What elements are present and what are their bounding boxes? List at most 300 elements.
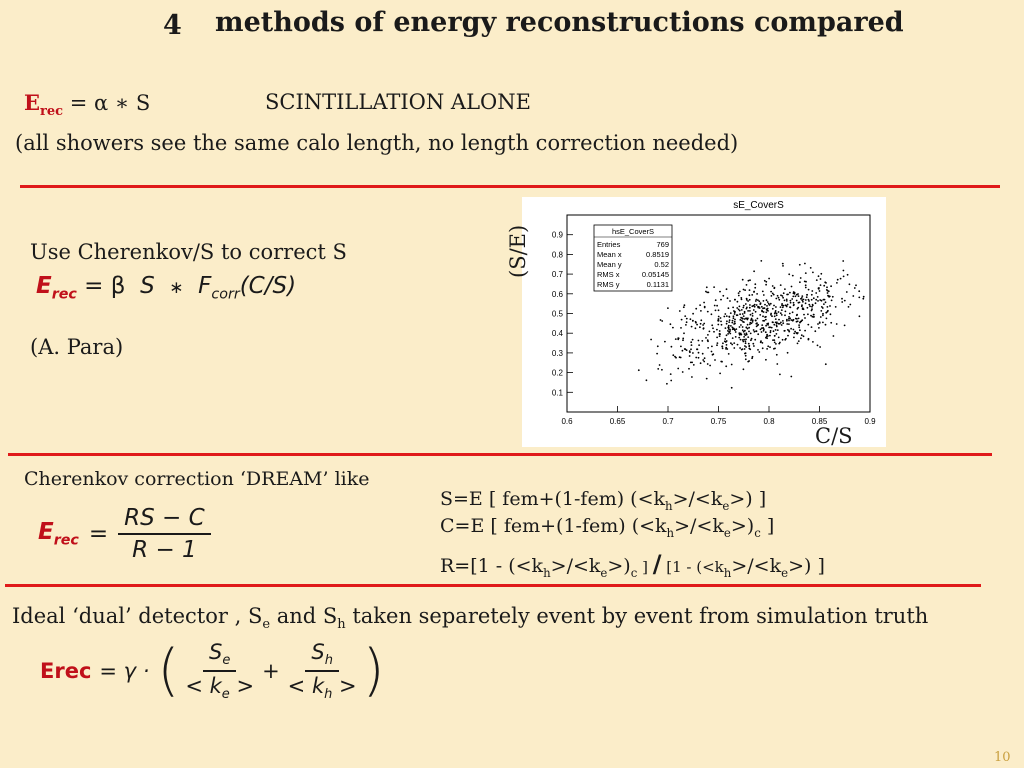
data-point [748, 346, 750, 348]
data-point [681, 319, 683, 321]
data-point [789, 317, 791, 319]
data-point [763, 294, 765, 296]
data-point [765, 319, 767, 321]
data-point [726, 315, 728, 317]
data-point [841, 298, 843, 300]
data-point [763, 328, 765, 330]
data-point [786, 319, 788, 321]
data-point [773, 294, 775, 296]
data-point [749, 304, 751, 306]
data-point [753, 309, 755, 311]
data-point [787, 294, 789, 296]
data-point [760, 302, 762, 304]
data-point [817, 323, 819, 325]
data-point [682, 339, 684, 341]
data-point [737, 314, 739, 316]
data-point [751, 305, 753, 307]
data-point [826, 286, 828, 288]
data-point [716, 305, 718, 307]
data-point [650, 339, 652, 341]
data-point [711, 351, 713, 353]
data-point [763, 307, 765, 309]
data-point [807, 313, 809, 315]
data-point [750, 319, 752, 321]
stats-key: Mean y [597, 260, 622, 269]
y-axis-label: (S/E) [506, 224, 530, 278]
data-point [776, 314, 778, 316]
left-paren: ( [157, 638, 180, 704]
data-point [740, 324, 742, 326]
data-point [803, 314, 805, 316]
data-point [748, 331, 750, 333]
data-point [777, 329, 779, 331]
data-point [744, 348, 746, 350]
data-point [852, 295, 854, 297]
data-point [791, 298, 793, 300]
data-point [657, 368, 659, 370]
data-point [798, 295, 800, 297]
data-point [774, 287, 776, 289]
data-point [780, 284, 782, 286]
data-point [728, 328, 730, 330]
data-point [739, 291, 741, 293]
stats-title: hsE_CoverS [611, 227, 655, 236]
data-point [727, 297, 729, 299]
data-point [792, 296, 794, 298]
data-point [774, 315, 776, 317]
eq-r: $R=[1 - (<k_h>/<k_e>)_c$ ] / [$1 - (<k_h>/<k_e>)$ ] [440, 550, 825, 580]
data-point [807, 324, 809, 326]
data-point [758, 351, 760, 353]
data-point [703, 323, 705, 325]
data-point [749, 289, 751, 291]
data-point [784, 300, 786, 302]
data-point [757, 333, 759, 335]
data-point [752, 356, 754, 358]
erec-cherenkov-formula [36, 273, 296, 303]
data-point [858, 290, 860, 292]
data-point [661, 369, 663, 371]
data-point [735, 336, 737, 338]
data-point [763, 300, 765, 302]
data-point [765, 316, 767, 318]
data-point [704, 307, 706, 309]
data-point [793, 337, 795, 339]
data-point [750, 314, 752, 316]
data-point [830, 313, 832, 315]
data-point [753, 270, 755, 272]
data-point [715, 299, 717, 301]
stats-key: RMS y [597, 280, 620, 289]
data-point [778, 311, 780, 313]
data-point [752, 315, 754, 317]
data-point [825, 324, 827, 326]
erec-symbol: $E_{rec}$ [24, 90, 64, 120]
data-point [748, 343, 750, 345]
data-point [764, 304, 766, 306]
data-point [713, 331, 715, 333]
data-point [799, 302, 801, 304]
data-point [765, 359, 767, 361]
data-point [703, 361, 705, 363]
data-point [823, 299, 825, 301]
data-point [832, 296, 834, 298]
data-point [808, 289, 810, 291]
data-point [692, 339, 694, 341]
data-point [827, 292, 829, 294]
data-point [718, 316, 720, 318]
data-point [671, 346, 673, 348]
data-point [862, 298, 864, 300]
data-point [745, 352, 747, 354]
data-point [752, 321, 754, 323]
erec-dual-formula [40, 640, 385, 702]
erec-symbol: Erec [40, 659, 92, 684]
data-point [813, 314, 815, 316]
data-point [661, 320, 663, 322]
x-axis-label: C/S [815, 424, 853, 448]
data-point [717, 342, 719, 344]
data-point [728, 325, 730, 327]
data-point [731, 344, 733, 346]
data-point [767, 301, 769, 303]
data-point [743, 289, 745, 291]
data-point [817, 296, 819, 298]
data-point [796, 300, 798, 302]
data-point [718, 318, 720, 320]
x-tick-label: 0.7 [662, 417, 674, 426]
data-point [790, 328, 792, 330]
y-tick-label: 0.3 [551, 348, 563, 358]
divider-1 [20, 185, 1000, 188]
data-point [801, 295, 803, 297]
data-point [700, 319, 702, 321]
data-point [761, 324, 763, 326]
data-point [792, 311, 794, 313]
data-point [734, 299, 736, 301]
stats-key: Entries [597, 240, 621, 249]
data-point [766, 334, 768, 336]
data-point [768, 303, 770, 305]
data-point [683, 332, 685, 334]
data-point [755, 311, 757, 313]
divider-2 [8, 453, 992, 456]
data-point [712, 327, 714, 329]
x-tick-label: 0.85 [811, 417, 828, 426]
data-point [797, 307, 799, 309]
data-point [787, 352, 789, 354]
data-point [775, 329, 777, 331]
data-point [689, 355, 691, 357]
data-point [782, 297, 784, 299]
data-point [739, 313, 741, 315]
y-tick-label: 0.7 [551, 270, 563, 280]
data-point [739, 306, 741, 308]
data-point [775, 298, 777, 300]
data-point [733, 342, 735, 344]
data-point [702, 324, 704, 326]
data-point [766, 305, 768, 307]
data-point [680, 327, 682, 329]
data-point [760, 260, 762, 262]
data-point [819, 321, 821, 323]
data-point [690, 348, 692, 350]
data-point [769, 335, 771, 337]
data-point [798, 318, 800, 320]
data-point [746, 308, 748, 310]
data-point [844, 300, 846, 302]
data-point [821, 300, 823, 302]
eq-c: C=E [ fem+(1-fem) $(<k_h>/<k_e>)_c$ ] [440, 515, 775, 540]
data-point [778, 337, 780, 339]
data-point [801, 334, 803, 336]
data-point [770, 303, 772, 305]
data-point [804, 317, 806, 319]
data-point [743, 368, 745, 370]
data-point [855, 284, 857, 286]
data-point [754, 283, 756, 285]
data-point [730, 342, 732, 344]
formula-eq: = β [84, 273, 126, 299]
data-point [712, 354, 714, 356]
stats-value: 0.52 [654, 260, 669, 269]
data-point [757, 324, 759, 326]
data-point [714, 359, 716, 361]
data-point [825, 301, 827, 303]
plot-title: sE_CoverS [733, 200, 784, 211]
data-point [709, 331, 711, 333]
data-point [808, 339, 810, 341]
data-point [749, 348, 751, 350]
data-point [695, 308, 697, 310]
data-point [757, 318, 759, 320]
data-point [672, 354, 674, 356]
data-point [756, 293, 758, 295]
data-point [805, 287, 807, 289]
data-point [827, 306, 829, 308]
data-point [733, 328, 735, 330]
data-point [842, 260, 844, 262]
data-point [781, 324, 783, 326]
data-point [769, 326, 771, 328]
data-point [747, 328, 749, 330]
data-point [743, 305, 745, 307]
data-point [686, 318, 688, 320]
data-point [793, 329, 795, 331]
stats-key: RMS x [597, 270, 620, 279]
data-point [825, 282, 827, 284]
data-point [728, 307, 730, 309]
data-point [793, 319, 795, 321]
data-point [836, 323, 838, 325]
data-point [783, 292, 785, 294]
data-point [695, 357, 697, 359]
data-point [749, 294, 751, 296]
data-point [775, 306, 777, 308]
data-point [797, 293, 799, 295]
data-point [745, 338, 747, 340]
cherenkov-intro: Use Cherenkov/S to correct S [30, 240, 347, 264]
data-point [840, 278, 842, 280]
data-point [789, 292, 791, 294]
data-point [720, 317, 722, 319]
data-point [749, 307, 751, 309]
data-point [762, 291, 764, 293]
data-point [808, 304, 810, 306]
data-point [726, 288, 728, 290]
data-point [685, 324, 687, 326]
data-point [819, 290, 821, 292]
data-point [726, 334, 728, 336]
data-point [739, 347, 741, 349]
data-point [799, 281, 801, 283]
data-point [778, 299, 780, 301]
stats-value: 769 [656, 240, 669, 249]
data-point [748, 360, 750, 362]
fraction-em: $\frac{S_e}{< k_e >}$ [185, 640, 255, 703]
data-point [772, 321, 774, 323]
data-point [762, 342, 764, 344]
data-point [786, 300, 788, 302]
data-point [804, 281, 806, 283]
data-point [709, 365, 711, 367]
data-point [705, 337, 707, 339]
data-point [787, 335, 789, 337]
data-point [755, 299, 757, 301]
data-point [863, 296, 865, 298]
data-point [776, 324, 778, 326]
data-point [823, 303, 825, 305]
data-point [734, 312, 736, 314]
data-point [766, 337, 768, 339]
data-point [774, 335, 776, 337]
erec-scintillation-formula [24, 90, 150, 119]
divider-3 [5, 584, 981, 587]
data-point [719, 373, 721, 375]
data-point [696, 324, 698, 326]
data-point [754, 331, 756, 333]
data-point [825, 312, 827, 314]
data-point [813, 297, 815, 299]
data-point [715, 310, 717, 312]
data-point [646, 379, 648, 381]
data-point [779, 374, 781, 376]
data-point [748, 327, 750, 329]
data-point [749, 299, 751, 301]
data-point [793, 302, 795, 304]
data-point [719, 330, 721, 332]
data-point [720, 321, 722, 323]
data-point [785, 304, 787, 306]
y-tick-label: 0.8 [551, 250, 563, 260]
data-point [743, 336, 745, 338]
data-point [798, 324, 800, 326]
data-point [749, 310, 751, 312]
data-point [747, 300, 749, 302]
y-tick-label: 0.1 [551, 388, 563, 398]
data-point [753, 345, 755, 347]
data-point [690, 318, 692, 320]
data-point [776, 313, 778, 315]
scintillation-label: SCINTILLATION ALONE [265, 90, 531, 114]
data-point [772, 308, 774, 310]
erec-symbol: $E_{rec}$ [36, 273, 77, 303]
data-point [732, 337, 734, 339]
data-point [745, 346, 747, 348]
data-point [729, 333, 731, 335]
data-point [728, 321, 730, 323]
data-point [717, 320, 719, 322]
data-point [765, 284, 767, 286]
data-point [729, 316, 731, 318]
scatter-svg [522, 197, 886, 447]
data-point [822, 322, 824, 324]
data-point [727, 326, 729, 328]
data-point [682, 350, 684, 352]
data-point [744, 311, 746, 313]
data-point [752, 343, 754, 345]
data-point [801, 299, 803, 301]
data-point [656, 353, 658, 355]
data-point [771, 295, 773, 297]
data-point [809, 305, 811, 307]
data-point [723, 316, 725, 318]
data-point [820, 316, 822, 318]
data-point [703, 328, 705, 330]
data-point [749, 322, 751, 324]
data-point [725, 347, 727, 349]
data-point [751, 294, 753, 296]
data-point [698, 357, 700, 359]
data-point [729, 330, 731, 332]
data-point [798, 326, 800, 328]
data-point [761, 331, 763, 333]
data-point [707, 347, 709, 349]
data-point [782, 306, 784, 308]
data-point [692, 352, 694, 354]
data-point [802, 301, 804, 303]
data-point [698, 340, 700, 342]
data-point [721, 345, 723, 347]
data-point [835, 306, 837, 308]
page-number: 10 [994, 750, 1011, 765]
data-point [726, 323, 728, 325]
data-point [728, 353, 730, 355]
data-point [765, 325, 767, 327]
data-point [827, 290, 829, 292]
data-point [737, 301, 739, 303]
data-point [707, 311, 709, 313]
data-point [769, 346, 771, 348]
data-point [711, 324, 713, 326]
data-point [785, 311, 787, 313]
data-point [730, 312, 732, 314]
data-point [743, 331, 745, 333]
data-point [774, 313, 776, 315]
data-point [690, 341, 692, 343]
data-point [820, 278, 822, 280]
data-point [691, 344, 693, 346]
data-point [743, 315, 745, 317]
data-point [750, 333, 752, 335]
data-point [702, 359, 704, 361]
formula-eq: = [88, 521, 109, 547]
data-point [784, 339, 786, 341]
data-point [801, 319, 803, 321]
data-point [745, 317, 747, 319]
data-point [776, 363, 778, 365]
data-point [766, 348, 768, 350]
